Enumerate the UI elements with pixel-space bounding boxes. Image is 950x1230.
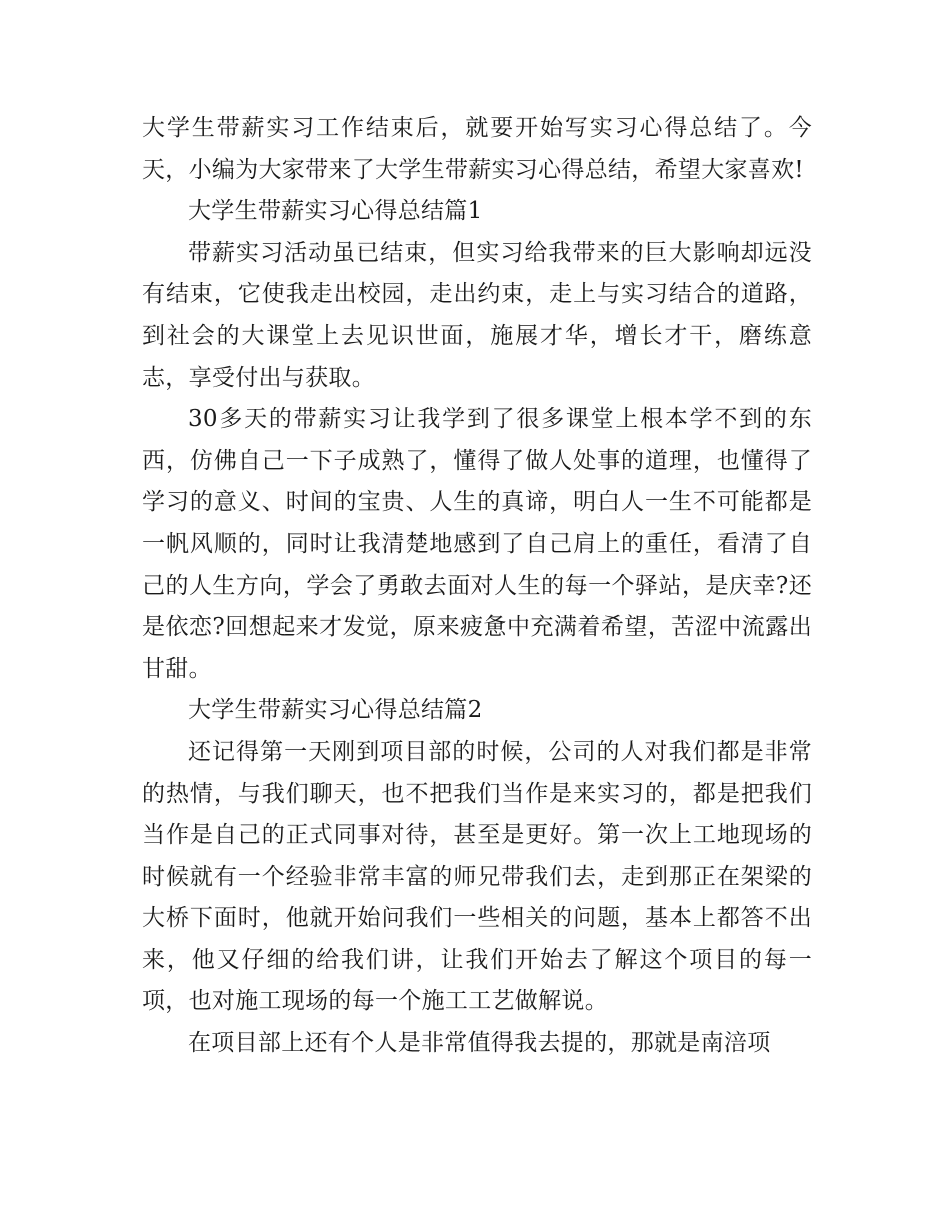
paragraph-1: 带薪实习活动虽已结束，但实习给我带来的巨大影响却远没有结束，它使我走出校园，走出约束，走上与实习结合的道路，到社会的大课堂上去见识世面，施展才华，增长才干，磨练意志，享受付出与获取。 bbox=[142, 239, 812, 391]
paragraph-3: 还记得第一天刚到项目部的时候，公司的人对我们都是非常的热情，与我们聊天，也不把我们当作是来实习的，都是把我们当作是自己的正式同事对待，甚至是更好。第一次上工地现场的时候就有一个经验非常丰富的师兄带我们去，走到那正在架梁的大桥下面时，他就开始问我们一些相关的问题，基本上都答不出来，他又仔细的给我们讲，让我们开始去了解这个项目的每一项，也对施工现场的每一个施工工艺做解说。 bbox=[142, 738, 812, 1015]
document-body bbox=[142, 108, 812, 1065]
section-heading-2: 大学生带薪实习心得总结篇2 bbox=[188, 697, 483, 724]
section-heading-1: 大学生带薪实习心得总结篇1 bbox=[188, 198, 483, 225]
intro-paragraph: 大学生带薪实习工作结束后，就要开始写实习心得总结了。今天，小编为大家带来了大学生带薪实习心得总结，希望大家喜欢! bbox=[142, 115, 812, 183]
paragraph-4: 在项目部上还有个人是非常值得我去提的，那就是南涪项 bbox=[188, 1030, 771, 1057]
paragraph-2: 30多天的带薪实习让我学到了很多课堂上根本学不到的东西，仿佛自己一下子成熟了，懂得了做人处事的道理，也懂得了学习的意义、时间的宝贵、人生的真谛，明白人一生不可能都是一帆风顺的，同时让我清楚地感到了自己肩上的重任，看清了自己的人生方向，学会了勇敢去面对人生的每一个驿站，是庆幸?还是依恋?回想起来才发觉，原来疲惫中充满着希望，苦涩中流露出甘甜。 bbox=[142, 406, 812, 682]
